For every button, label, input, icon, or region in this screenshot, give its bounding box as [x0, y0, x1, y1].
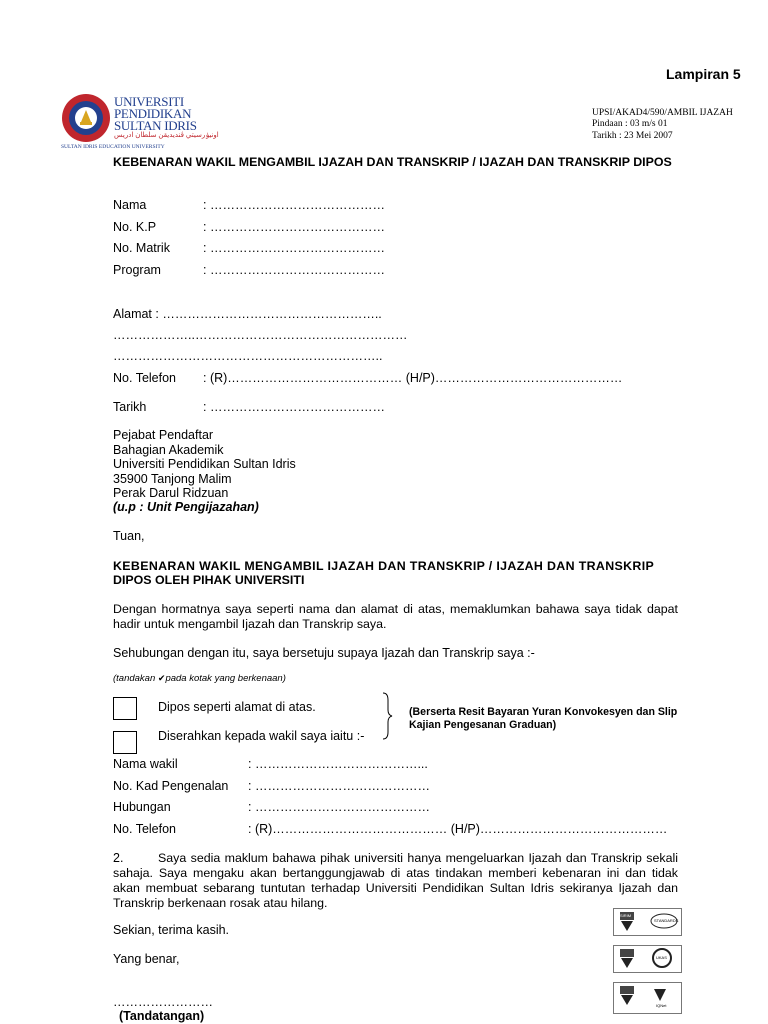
logo-motto: SULTAN IDRIS EDUCATION UNIVERSITY	[61, 144, 165, 150]
alamat-line3[interactable]: ………………………………………………………..	[113, 349, 383, 363]
telefon-field[interactable]: : (R)…………………………………… (H/P)………………………………………	[203, 371, 623, 385]
cert-text: STANDARDS	[654, 918, 679, 923]
logo-jawi: اونيۏرسيتي ڤنديديقن سلطان ادريس	[114, 132, 219, 139]
matrik-label: No. Matrik	[113, 241, 170, 255]
wakil-ic-label: No. Kad Pengenalan	[113, 779, 229, 793]
paragraph-2: Sehubungan dengan itu, saya bersetuju supaya Ijazah dan Transkrip saya :-	[113, 646, 535, 660]
university-logo	[61, 92, 219, 152]
logo-line3: SULTAN IDRIS	[114, 118, 197, 133]
option-note-line2: Kajian Pengesanan Graduan)	[409, 719, 557, 731]
wakil-relation-label: Hubungan	[113, 800, 171, 814]
sirim-icon	[614, 946, 681, 972]
checkmark-icon: ✔	[157, 673, 166, 683]
instruction-text: pada kotak yang berkenaan)	[165, 673, 286, 684]
yang-benar: Yang benar,	[113, 952, 180, 966]
tarikh-label: Tarikh	[113, 400, 147, 414]
form-title: KEBENARAN WAKIL MENGAMBIL IJAZAH DAN TRANSKRIP / IJAZAH DAN TRANSKRIP DIPOS	[113, 155, 672, 169]
instruction-text: (tandakan	[113, 673, 158, 684]
wakil-name-field[interactable]: : …………………………………...	[248, 757, 428, 771]
instruction	[113, 673, 286, 684]
dipos-checkbox[interactable]	[113, 697, 137, 720]
cert-text: UKAS	[656, 955, 667, 960]
wakil-ic-field[interactable]: : ……………………………………	[248, 779, 430, 793]
recipient-line: 35900 Tanjong Malim	[113, 472, 232, 486]
brace-icon	[380, 692, 394, 740]
alamat-field[interactable]: Alamat : ……………………………………………..	[113, 307, 382, 321]
document-date: Tarikh : 23 Mei 2007	[592, 131, 673, 141]
wakil-relation-field[interactable]: : ……………………………………	[248, 800, 430, 814]
paragraph-1: Dengan hormatnya saya seperti nama dan alamat di atas, memaklumkan bahawa saya tidak dapat hadir untuk mengambil Ijazah dan Transkrip saya.	[113, 602, 678, 631]
wakil-phone-label: No. Telefon	[113, 822, 177, 836]
telefon-label: No. Telefon	[113, 371, 177, 385]
alamat-line2[interactable]: ………………..……………………………………………	[113, 328, 408, 342]
tarikh-field[interactable]: : ……………………………………	[203, 400, 385, 414]
recipient-line: Bahagian Akademik	[113, 443, 224, 457]
subject-line2: DIPOS OLEH PIHAK UNIVERSITI	[113, 573, 305, 587]
matrik-field[interactable]: : ……………………………………	[203, 241, 385, 255]
subject-line1: KEBENARAN WAKIL MENGAMBIL IJAZAH DAN TRANSKRIP / IJAZAH DAN TRANSKRIP	[113, 559, 655, 573]
sirim-icon	[614, 983, 681, 1013]
nama-label: Nama	[113, 198, 147, 212]
recipient-line: Perak Darul Ridzuan	[113, 486, 229, 500]
logo-line1: UNIVERSITI	[114, 94, 184, 109]
wakil-name-label: Nama wakil	[113, 757, 178, 771]
document-pindaan: Pindaan : 03 m/s 01	[592, 119, 668, 129]
certification-logo	[613, 945, 682, 973]
document-ref: UPSI/AKAD4/590/AMBIL IJAZAH	[592, 108, 733, 118]
cert-sirim-text: SIRIM	[620, 913, 632, 918]
signature-label: (Tandatangan)	[119, 1009, 205, 1023]
dipos-option-label: Dipos seperti alamat di atas.	[158, 700, 316, 714]
certification-logo	[613, 982, 682, 1014]
program-field[interactable]: : ……………………………………	[203, 263, 385, 277]
certification-logo	[613, 908, 682, 936]
lampiran-label: Lampiran 5	[666, 66, 741, 82]
university-crest-icon	[61, 92, 111, 144]
paragraph-3: Saya sedia maklum bahawa pihak universiti hanya mengeluarkan Ijazah dan Transkrip sekali sahaja. Saya mengaku akan bertanggungjawab di atas tindakan memberi kebenaran ini dan tidak akan membuat sebarang tuntutan terhadap Universiti Pendidikan Sultan Idris sekiranya Ijazah dan Transkrip berkenaan rosak atau hilang.	[113, 851, 678, 910]
program-label: Program	[113, 263, 161, 277]
closing: Sekian, terima kasih.	[113, 923, 230, 937]
kp-label: No. K.P	[113, 220, 157, 234]
cert-text: IQNet	[656, 1003, 667, 1008]
recipient-attention: (u.p : Unit Pengijazahan)	[113, 500, 259, 514]
logo-line2: PENDIDIKAN	[114, 106, 192, 121]
signature-line[interactable]: ……………………	[113, 995, 213, 1009]
recipient-line: Pejabat Pendaftar	[113, 428, 214, 442]
salutation: Tuan,	[113, 529, 145, 543]
paragraph-3-number: 2.	[113, 851, 124, 865]
wakil-checkbox[interactable]	[113, 731, 137, 754]
recipient-line: Universiti Pendidikan Sultan Idris	[113, 457, 296, 471]
kp-field[interactable]: : ……………………………………	[203, 220, 385, 234]
nama-field[interactable]: : ……………………………………	[203, 198, 385, 212]
wakil-phone-field[interactable]: : (R)…………………………………… (H/P)………………………………………	[248, 822, 668, 836]
wakil-option-label: Diserahkan kepada wakil saya iaitu :-	[158, 729, 365, 743]
option-note-line1: (Berserta Resit Bayaran Yuran Konvokesyen dan Slip	[409, 706, 678, 718]
